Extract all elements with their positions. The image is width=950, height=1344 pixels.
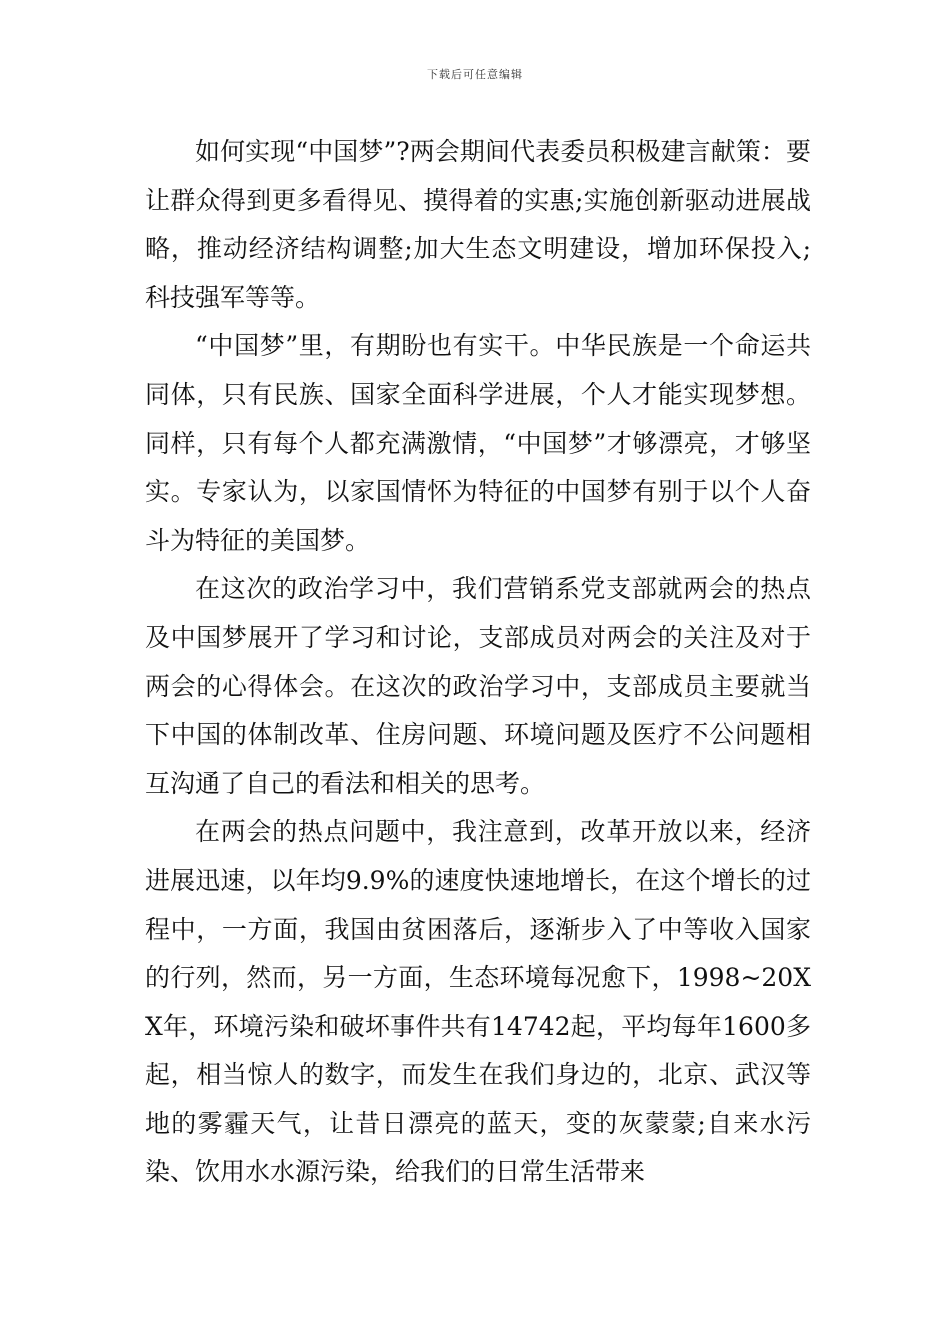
paragraph-chinese-dream-meaning: “中国梦”里，有期盼也有实干。中华民族是一个命运共同体，只有民族、国家全面科学进展，个人才能实现梦想。同样，只有每个人都充满激情，“中国梦”才够漂亮，才够坚实。专家认为，以家国情怀为特征的中国梦有别于以个人奋斗为特征的美国梦。 <box>145 331 811 555</box>
header-note: 下载后可任意编辑 <box>427 68 523 81</box>
paragraph-political-study: 在这次的政治学习中，我们营销系党支部就两会的热点及中国梦展开了学习和讨论，支部成员对两会的关注及对于两会的心得体会。在这次的政治学习中，支部成员主要就当下中国的体制改革、住房问题、环境问题及医疗不公问题相互沟通了自己的看法和相关的思考。 <box>145 574 811 798</box>
document-body <box>145 128 811 1197</box>
paragraph-chinese-dream-proposals: 如何实现“中国梦”?两会期间代表委员积极建言献策：要让群众得到更多看得见、摸得着的实惠;实施创新驱动进展战略，推动经济结构调整;加大生态文明建设，增加环保投入;科技强军等等。 <box>145 137 811 312</box>
paragraph-environment-issues: 在两会的热点问题中，我注意到，改革开放以来，经济进展迅速，以年均9.9%的速度快速地增长，在这个增长的过程中，一方面，我国由贫困落后，逐渐步入了中等收入国家的行列，然而，另一方面，生态环境每况愈下，1998~20XX年，环境污染和破坏事件共有14742起，平均每年1600多起，相当惊人的数字，而发生在我们身边的，北京、武汉等地的雾霾天气，让昔日漂亮的蓝天，变的灰蒙蒙;自来水污染、饮用水水源污染，给我们的日常生活带来 <box>145 817 811 1187</box>
